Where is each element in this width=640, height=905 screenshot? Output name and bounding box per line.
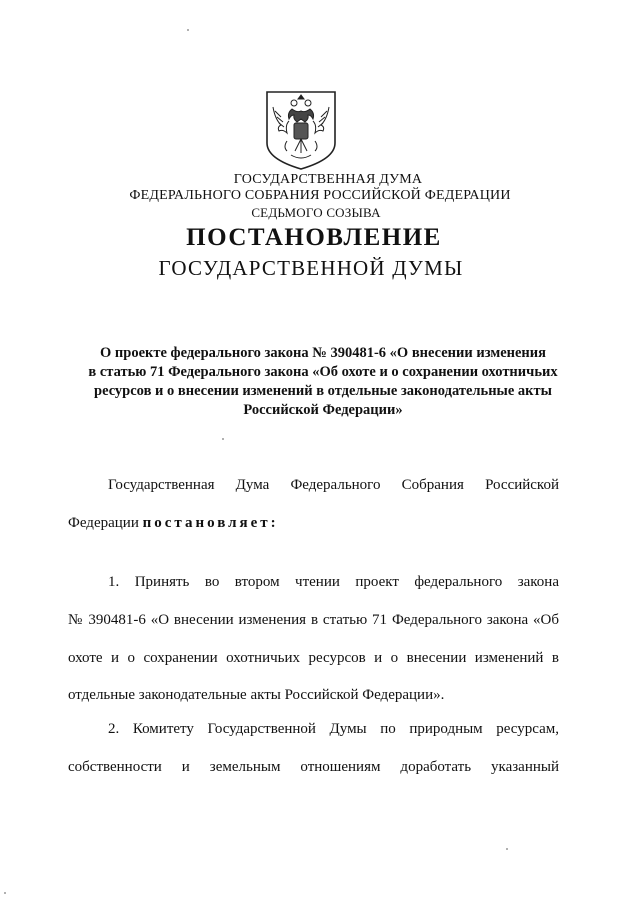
item2-line-1: 2. Комитету Государственной Думы по природным ресурсам, xyxy=(108,721,559,737)
document-issuer-subtitle: ГОСУДАРСТВЕННОЙ ДУМЫ xyxy=(158,256,464,280)
resolution-subject-line-4: Российской Федерации» xyxy=(243,402,403,418)
resolution-subject xyxy=(70,344,576,420)
resolution-subject-line-2: в статью 71 Федерального закона «Об охоте и о сохранении охотничьих xyxy=(88,364,558,380)
item1-line-2: № 390481-6 «О внесении изменения в статью 71 Федерального закона «Об xyxy=(68,612,559,628)
item1-line-1: 1. Принять во втором чтении проект федерального закона xyxy=(108,574,559,590)
preamble-line-1: Государственная Дума Федерального Собрания Российской xyxy=(108,477,559,493)
header-line-3: СЕДЬМОГО СОЗЫВА xyxy=(251,205,381,220)
scan-speck xyxy=(506,848,508,850)
resolution-subject-line-1: О проекте федерального закона № 390481-6 «О внесении изменения xyxy=(100,345,546,361)
header-line-2: ФЕДЕРАЛЬНОГО СОБРАНИЯ РОССИЙСКОЙ ФЕДЕРАЦИИ xyxy=(129,188,511,203)
item1-line-4: отдельные законодательные акты Российской Федерации». xyxy=(68,687,445,703)
preamble-prefix: Федерации xyxy=(68,515,139,531)
scan-speck xyxy=(4,892,6,894)
scan-speck xyxy=(222,438,224,440)
item2-line-2: собственности и земельным отношениям доработать указанный xyxy=(68,759,559,775)
item1-line-3: охоте и о сохранении охотничьих ресурсов и о внесении изменений в xyxy=(68,650,559,666)
coat-of-arms-icon xyxy=(263,89,339,171)
preamble-verb: постановляет: xyxy=(142,515,279,531)
scan-speck xyxy=(187,29,189,31)
header-line-1: ГОСУДАРСТВЕННАЯ ДУМА xyxy=(233,172,423,187)
resolution-subject-line-3: ресурсов и о внесении изменений в отдельные законодательные акты xyxy=(94,383,552,399)
preamble-line-2 xyxy=(68,514,559,532)
document-type-title: ПОСТАНОВЛЕНИЕ xyxy=(186,224,442,251)
